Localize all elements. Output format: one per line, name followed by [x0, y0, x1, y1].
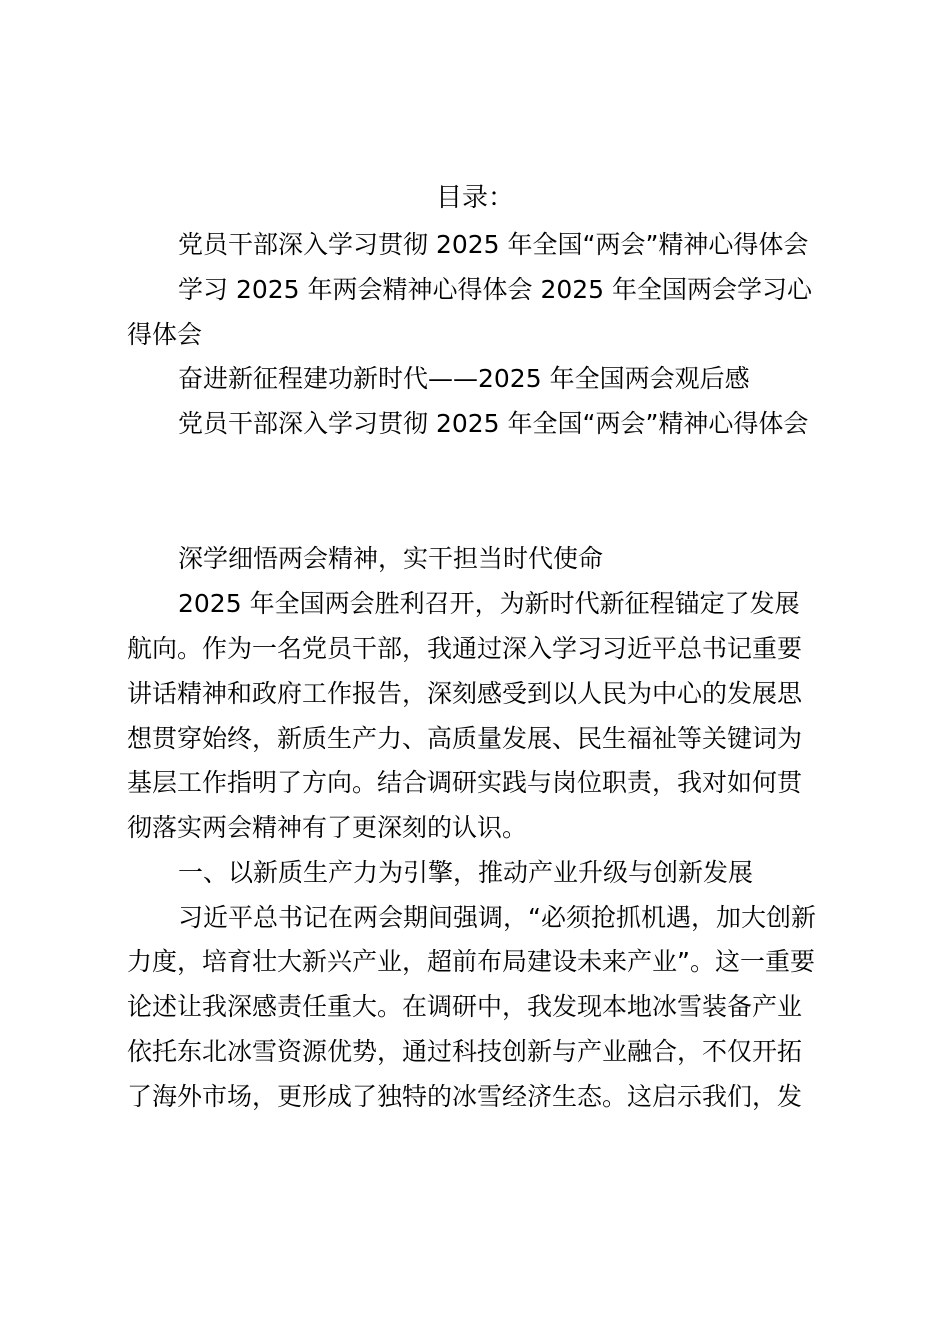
paragraph-line: 了海外市场，更形成了独特的冰雪经济生态。这启示我们，发: [127, 1082, 803, 1111]
article-heading: 深学细悟两会精神，实干担当时代使命: [178, 544, 604, 573]
paragraph-line: 论述让我深感责任重大。在调研中，我发现本地冰雪装备产业: [127, 992, 803, 1021]
paragraph-line: 2025 年全国两会胜利召开，为新时代新征程锚定了发展: [178, 589, 800, 618]
paragraph-line: 想贯穿始终，新质生产力、高质量发展、民生福祉等关键词为: [127, 724, 803, 753]
section-heading: 一、以新质生产力为引擎，推动产业升级与创新发展: [178, 858, 754, 887]
toc-item-2-continued[interactable]: 得体会: [127, 320, 203, 349]
paragraph-line: 习近平总书记在两会期间强调，“必须抢抓机遇，加大创新: [178, 903, 816, 932]
paragraph-line: 彻落实两会精神有了更深刻的认识。: [127, 813, 528, 842]
toc-item-4[interactable]: 党员干部深入学习贯彻 2025 年全国“两会”精神心得体会: [178, 409, 809, 438]
toc-item-2[interactable]: 学习 2025 年两会精神心得体会 2025 年全国两会学习心: [178, 275, 813, 304]
toc-item-1[interactable]: 党员干部深入学习贯彻 2025 年全国“两会”精神心得体会: [178, 230, 809, 259]
paragraph-line: 讲话精神和政府工作报告，深刻感受到以人民为中心的发展思: [127, 679, 803, 708]
toc-title: 目录：: [435, 183, 514, 213]
paragraph-line: 力度，培育壮大新兴产业，超前布局建设未来产业”。这一重要: [127, 947, 815, 976]
paragraph-line: 基层工作指明了方向。结合调研实践与岗位职责，我对如何贯: [127, 768, 803, 797]
paragraph-line: 依托东北冰雪资源优势，通过科技创新与产业融合，不仅开拓: [127, 1037, 803, 1066]
paragraph-line: 航向。作为一名党员干部，我通过深入学习习近平总书记重要: [127, 634, 803, 663]
toc-item-3[interactable]: 奋进新征程建功新时代——2025 年全国两会观后感: [178, 364, 750, 393]
